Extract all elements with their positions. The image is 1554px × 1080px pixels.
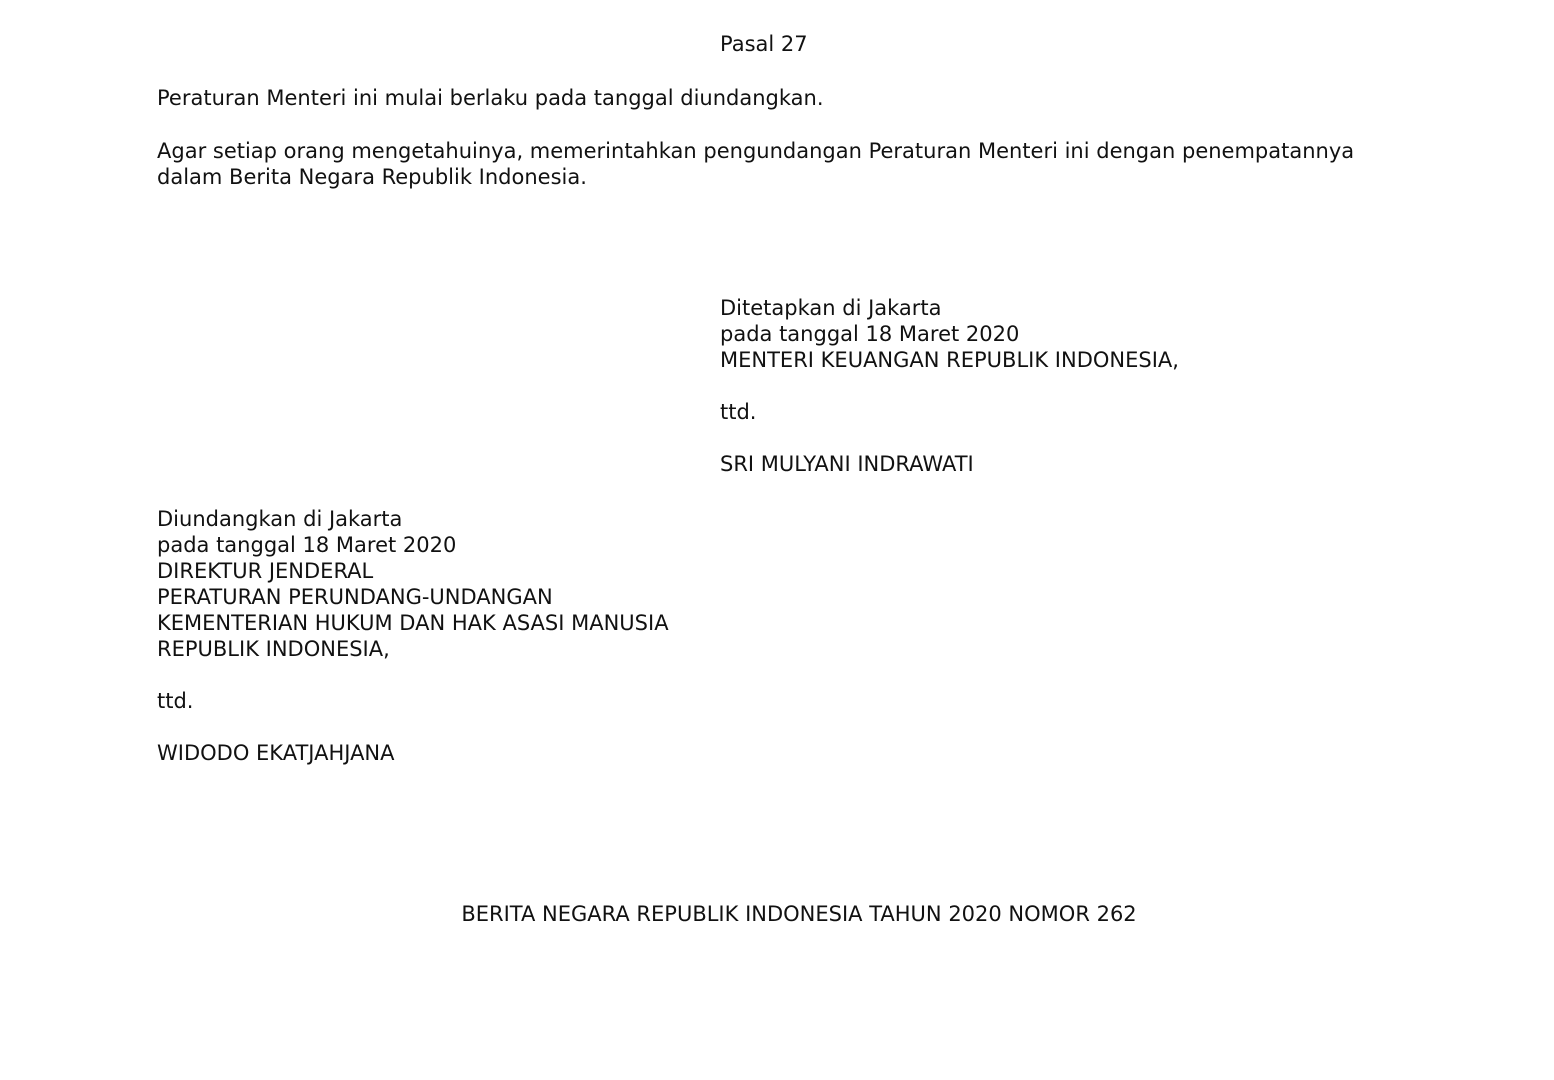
effective-clause: Peraturan Menteri ini mulai berlaku pada tanggal diundangkan. xyxy=(157,86,824,110)
promulgation-office-line: PERATURAN PERUNDANG-UNDANGAN xyxy=(157,585,553,609)
spacer xyxy=(720,425,1179,451)
promulgation-date: pada tanggal 18 Maret 2020 xyxy=(157,533,457,557)
promulgation-office-line: KEMENTERIAN HUKUM DAN HAK ASASI MANUSIA xyxy=(157,611,669,635)
enactment-signature-block xyxy=(720,295,1179,477)
spacer xyxy=(720,373,1179,399)
promulgation-signature-block xyxy=(157,506,669,766)
spacer xyxy=(157,662,669,688)
promulgation-office-line: REPUBLIK INDONESIA, xyxy=(157,637,390,661)
article-heading: Pasal 27 xyxy=(720,32,808,56)
enactment-place: Ditetapkan di Jakarta xyxy=(720,296,942,320)
promulgation-office-line: DIREKTUR JENDERAL xyxy=(157,559,374,583)
enactment-date: pada tanggal 18 Maret 2020 xyxy=(720,322,1020,346)
promulgation-place: Diundangkan di Jakarta xyxy=(157,507,403,531)
enactment-office: MENTERI KEUANGAN REPUBLIK INDONESIA, xyxy=(720,348,1179,372)
enactment-signature: ttd. xyxy=(720,400,757,424)
gazette-reference: BERITA NEGARA REPUBLIK INDONESIA TAHUN 2020 NOMOR 262 xyxy=(461,902,1137,926)
promulgation-signatory-name: WIDODO EKATJAHJANA xyxy=(157,741,395,765)
spacer xyxy=(157,714,669,740)
promulgation-order-line-2: dalam Berita Negara Republik Indonesia. xyxy=(157,165,587,189)
promulgation-signature: ttd. xyxy=(157,689,194,713)
enactment-signatory-name: SRI MULYANI INDRAWATI xyxy=(720,452,974,476)
promulgation-order-line-1: Agar setiap orang mengetahuinya, memerintahkan pengundangan Peraturan Menteri ini dengan penempatannya xyxy=(157,139,1355,163)
